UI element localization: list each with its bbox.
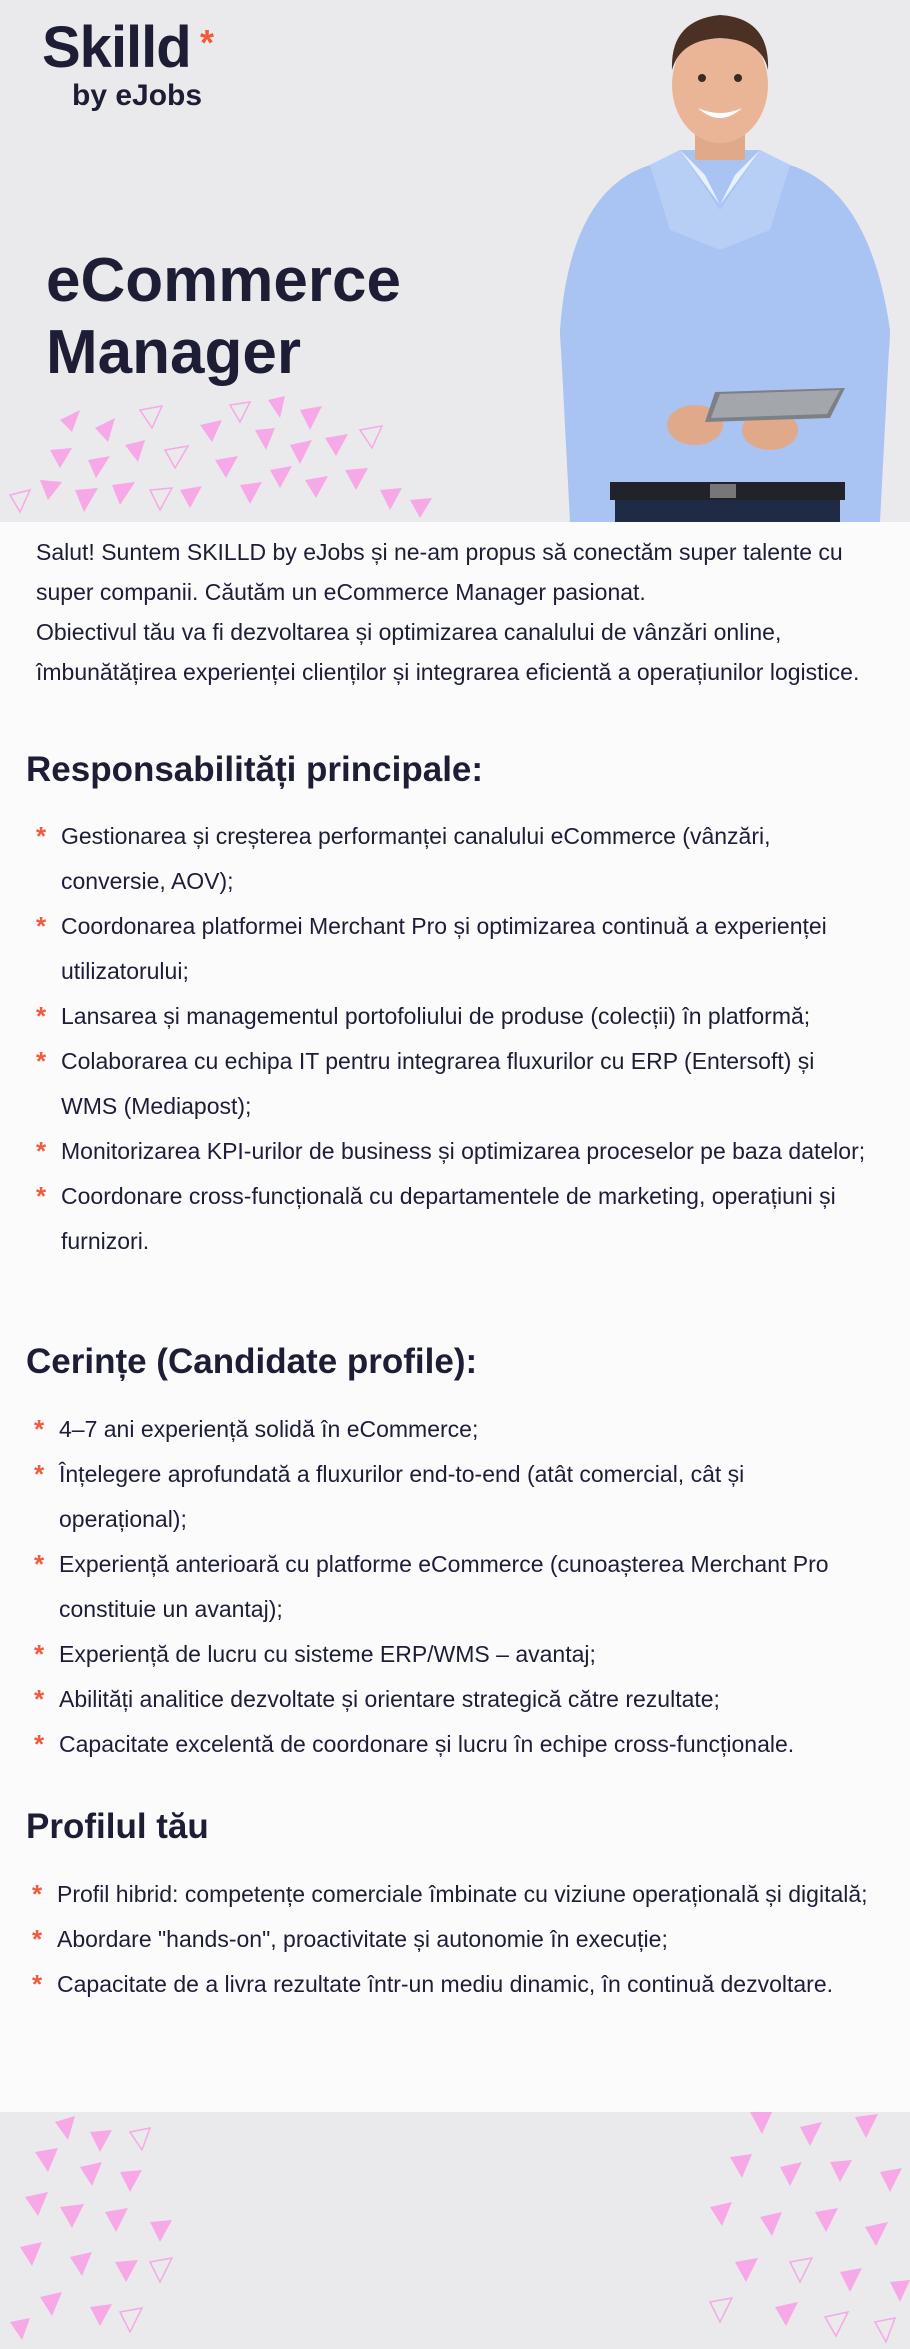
list-item: * Colaborarea cu echipa IT pentru integrarea fluxurilor cu ERP (Entersoft) și WMS (Mediapost); <box>36 1039 876 1129</box>
logo-subtitle: by eJobs <box>72 79 203 112</box>
skilld-logo <box>42 15 215 114</box>
asterisk-bullet-icon: * <box>34 1549 45 1579</box>
job-title-line2: Manager <box>46 318 301 387</box>
list-item: * Capacitate excelentă de coordonare și lucru în echipe cross-funcționale. <box>34 1722 876 1767</box>
list-item: * Gestionarea și creșterea performanței canalului eCommerce (vânzări, conversie, AOV); <box>36 814 876 904</box>
asterisk-bullet-icon: * <box>36 1136 47 1166</box>
asterisk-bullet-icon: * <box>32 1924 43 1954</box>
section-title-responsibilities: Responsabilități principale: <box>26 750 484 789</box>
asterisk-bullet-icon: * <box>34 1459 45 1489</box>
asterisk-bullet-icon: * <box>36 1001 47 1031</box>
asterisk-bullet-icon: * <box>36 1181 47 1211</box>
triangle-pattern-left-decoration <box>0 2112 200 2349</box>
section-title-requirements: Cerințe (Candidate profile): <box>26 1342 478 1381</box>
section-title-profile: Profilul tău <box>26 1807 209 1846</box>
hero-banner <box>0 0 910 522</box>
asterisk-bullet-icon: * <box>34 1414 45 1444</box>
list-item: * 4–7 ani experiență solidă în eCommerce; <box>34 1407 876 1452</box>
asterisk-bullet-icon: * <box>36 821 47 851</box>
logo-wordmark: Skilld <box>42 15 191 80</box>
list-item: * Coordonarea platformei Merchant Pro și optimizarea continuă a experienței utilizatorului; <box>36 904 876 994</box>
logo-star: * <box>200 22 215 63</box>
list-item: * Înțelegere aprofundată a fluxurilor end-to-end (atât comercial, cât și operațional); <box>34 1452 876 1542</box>
list-item: * Capacitate de a livra rezultate într-un mediu dinamic, în continuă dezvoltare. <box>32 1962 878 2007</box>
responsibilities-list <box>36 814 876 1264</box>
list-item: * Experiență de lucru cu sisteme ERP/WMS – avantaj; <box>34 1632 876 1677</box>
list-item: * Abordare "hands-on", proactivitate și autonomie în execuție; <box>32 1917 878 1962</box>
asterisk-bullet-icon: * <box>32 1879 43 1909</box>
asterisk-bullet-icon: * <box>34 1684 45 1714</box>
list-item: * Lansarea și managementul portofoliului de produse (colecții) în platformă; <box>36 994 876 1039</box>
list-item: * Coordonare cross-funcțională cu departamentele de marketing, operațiuni și furnizori. <box>36 1174 876 1264</box>
asterisk-bullet-icon: * <box>36 911 47 941</box>
footer-banner <box>0 2112 910 2349</box>
asterisk-bullet-icon: * <box>34 1729 45 1759</box>
intro-paragraph-1: Salut! Suntem SKILLD by eJobs și ne-am propus să conectăm super talente cu super companii. Căutăm un eCommerce Manager pasionat. <box>36 539 843 605</box>
list-item: * Profil hibrid: competențe comerciale îmbinate cu viziune operațională și digitală; <box>32 1872 878 1917</box>
triangle-pattern-right-decoration <box>690 2112 910 2349</box>
man-with-tablet-photo <box>530 0 910 522</box>
profile-list <box>32 1872 878 2007</box>
list-item: * Experiență anterioară cu platforme eCommerce (cunoașterea Merchant Pro constituie un avantaj); <box>34 1542 876 1632</box>
intro-text <box>36 532 886 692</box>
list-item: * Monitorizarea KPI-urilor de business și optimizarea proceselor pe baza datelor; <box>36 1129 876 1174</box>
asterisk-bullet-icon: * <box>32 1969 43 1999</box>
job-title <box>46 245 506 389</box>
intro-paragraph-2: Obiectivul tău va fi dezvoltarea și optimizarea canalului de vânzări online, îmbunătățirea experienței clienților și integrarea eficientă a operațiunilor logistice. <box>36 619 860 685</box>
asterisk-bullet-icon: * <box>34 1639 45 1669</box>
triangle-pattern-decoration <box>0 390 440 522</box>
requirements-list <box>34 1407 876 1767</box>
asterisk-bullet-icon: * <box>36 1046 47 1076</box>
list-item: * Abilități analitice dezvoltate și orientare strategică către rezultate; <box>34 1677 876 1722</box>
job-title-line1: eCommerce <box>46 246 401 315</box>
